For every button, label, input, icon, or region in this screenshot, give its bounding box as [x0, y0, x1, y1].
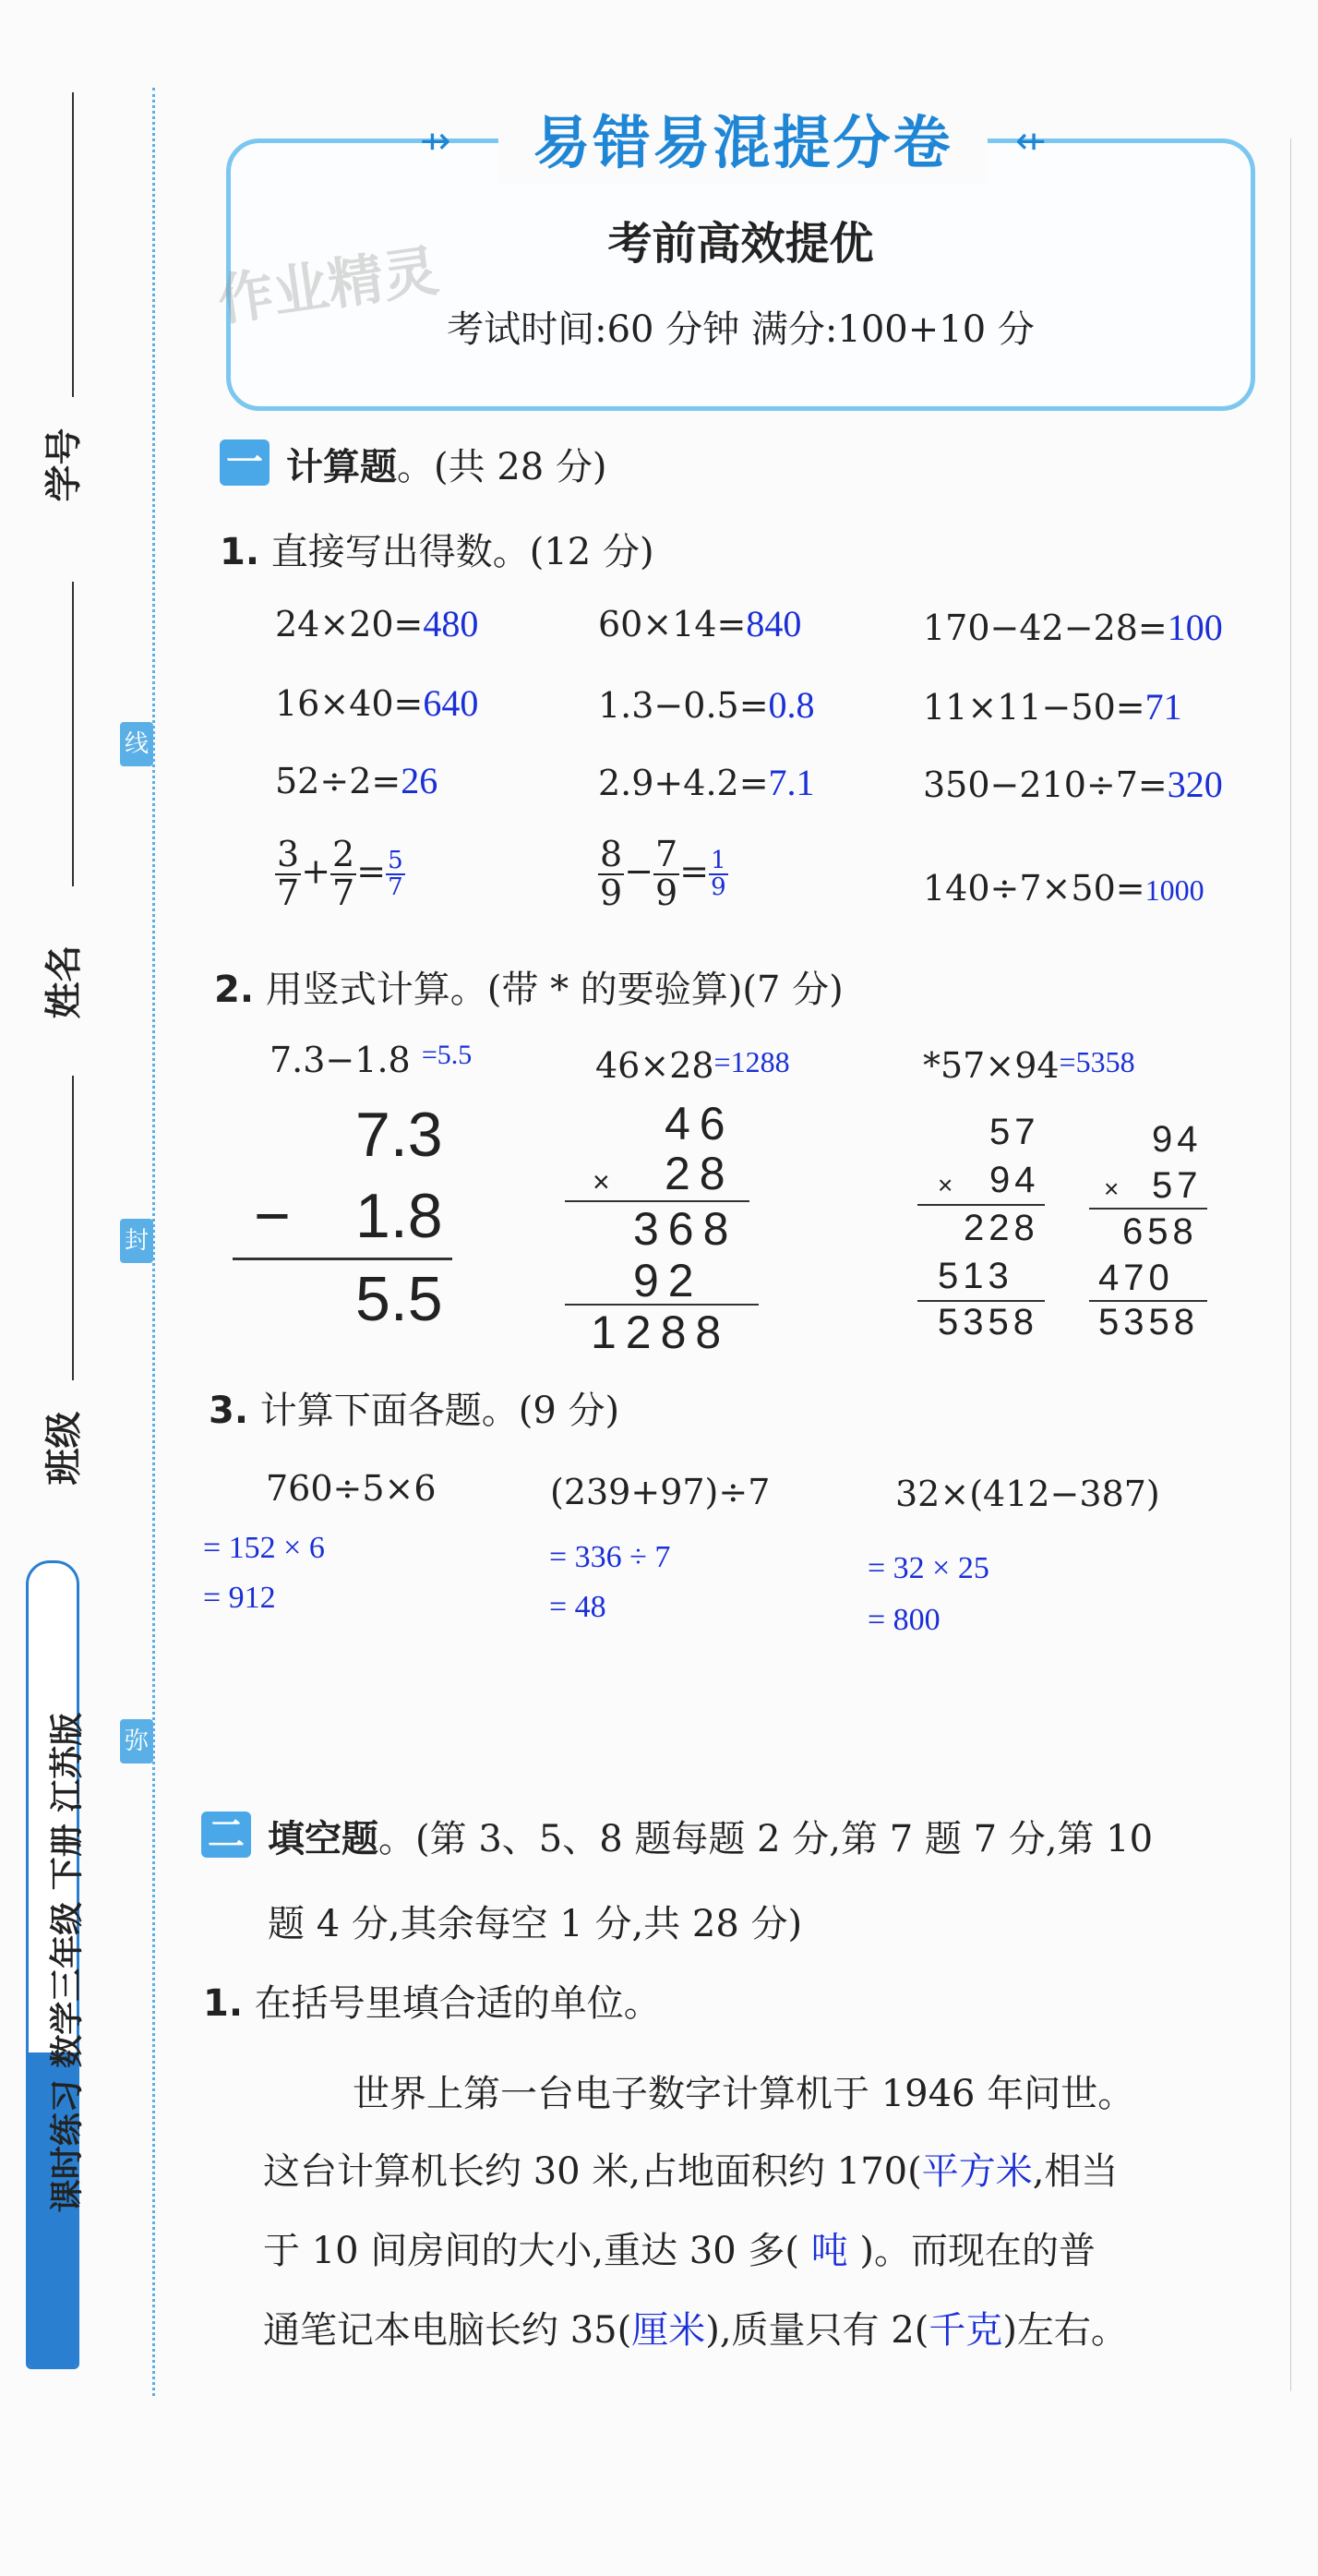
vcalc3a-op: × — [938, 1171, 953, 1199]
q3-item-step: = 336 ÷ 7 — [549, 1540, 671, 1574]
answer-blank: 平方米 — [921, 2150, 1033, 2193]
class-label: 班级 — [42, 1411, 86, 1486]
vcalc3b-bottom: 57 — [1152, 1165, 1203, 1206]
q1-item: 140÷7×50=1000 — [923, 868, 1204, 909]
q2-problem: 7.3−1.8 $^{=5.5}$ — [270, 1040, 473, 1080]
q2-problem: $46\times 28^{=1288}$ — [595, 1045, 790, 1086]
q3-item-step: = 912 — [203, 1581, 276, 1615]
right-arrow-ornament-icon: ⇷ — [1015, 120, 1047, 163]
answer-blank: 吨 — [810, 2230, 848, 2272]
vcalc3a-partial1: 228 — [964, 1208, 1039, 1248]
q3-item-expr: (239+97)÷7 — [550, 1472, 771, 1512]
q3-item-step: = 800 — [868, 1603, 941, 1637]
q2-heading — [214, 960, 844, 1013]
s2-q1-heading — [203, 1974, 661, 2027]
book-title: 课时练习 数学三年级 下册 江苏版 — [48, 1712, 87, 2213]
vcalc3a-top: 57 — [989, 1112, 1040, 1152]
vcalc2-top: 46 — [665, 1098, 735, 1150]
left-arrow-ornament-icon: ⇸ — [420, 120, 451, 163]
q2-label: 2. — [214, 969, 255, 1011]
section2-title: 填空题 — [268, 1818, 378, 1860]
vcalc2-partial1: 368 — [633, 1203, 738, 1255]
cut-tag-seal: 封 — [120, 1219, 153, 1263]
cut-tag-seal2: 弥 — [120, 1719, 153, 1763]
vcalc3b-op: × — [1104, 1174, 1120, 1203]
section1-number: 一 — [220, 439, 270, 486]
vcalc3a-result: 5358 — [938, 1302, 1038, 1342]
q1-fraction-item: $\frac{8}{9}$ − $\frac{7}{9}$ = $\frac{1}{9}$ — [600, 834, 726, 913]
cut-tag-line: 线 — [120, 722, 153, 766]
q1-item: 52÷2=26 — [275, 760, 438, 801]
vcalc2-op: × — [593, 1165, 610, 1198]
section2-points: 。(第 3、5、8 题每题 2 分,第 7 题 7 分,第 10 — [378, 1818, 1154, 1860]
student-id-line — [72, 92, 74, 397]
section1-heading — [286, 438, 607, 490]
q2-problem: $*57\times 94^{=5358}$ — [923, 1045, 1135, 1086]
page-edge — [1290, 138, 1291, 2391]
q1-fraction-item: $\frac{3}{7}$ + $\frac{2}{7}$ = $\frac{5}{7}$ — [277, 834, 403, 913]
vcalc1-result: 5.5 — [355, 1264, 443, 1334]
q3-heading — [209, 1381, 619, 1434]
answer-blank: 厘米 — [631, 2309, 706, 2352]
q1-item: 2.9+4.2=7.1 — [598, 762, 815, 803]
vcalc1-rule — [233, 1258, 452, 1260]
vcalc1-op: − — [254, 1181, 291, 1251]
q1-heading — [220, 523, 654, 575]
vcalc3b-top: 94 — [1152, 1119, 1203, 1160]
vcalc2-bottom: 28 — [665, 1148, 735, 1199]
class-line — [72, 1076, 74, 1380]
q3-text: 计算下面各题。(9 分) — [259, 1390, 620, 1432]
q1-item: 11×11−50=71 — [923, 686, 1182, 728]
vcalc1-bottom: 1.8 — [355, 1181, 443, 1251]
vcalc3a-bottom: 94 — [989, 1160, 1040, 1200]
q1-item: 16×40=640 — [275, 682, 479, 724]
name-label: 姓名 — [42, 945, 86, 1019]
exam-info: 考试时间:60 分钟 满分:100+10 分 — [447, 308, 1035, 351]
vcalc2-partial2: 92 — [633, 1255, 703, 1306]
s2-q1-label: 1. — [203, 1982, 244, 2025]
s2-q1-line2: 这台计算机长约 30 米,占地面积约 170(平方米,相当 — [263, 2150, 1119, 2193]
name-line — [72, 582, 74, 886]
vcalc2-result: 1288 — [591, 1306, 731, 1358]
q3-item-expr: 760÷5×6 — [266, 1468, 437, 1509]
s2-q1-line4: 通笔记本电脑长约 35(厘米),质量只有 2(千克)左右。 — [263, 2309, 1128, 2352]
q3-label: 3. — [209, 1390, 249, 1432]
q3-item-step: = 48 — [549, 1590, 606, 1624]
q1-item: 1.3−0.5=0.8 — [598, 684, 815, 726]
q1-label: 1. — [220, 531, 260, 573]
q3-item-step: = 32 × 25 — [868, 1551, 989, 1585]
section2-points-line2: 题 4 分,其余每空 1 分,共 28 分) — [268, 1903, 803, 1945]
section1-title: 计算题 — [286, 446, 397, 488]
vcalc3a-partial2: 513 — [938, 1256, 1013, 1296]
section2-heading — [268, 1810, 1153, 1862]
s2-q1-line3: 于 10 间房间的大小,重达 30 多( 吨 )。而现在的普 — [263, 2230, 1096, 2272]
q1-text: 直接写出得数。(12 分) — [270, 531, 654, 573]
vcalc3b-result: 5358 — [1098, 1302, 1199, 1342]
section1-points: 。(共 28 分) — [397, 446, 607, 488]
q2-text: 用竖式计算。(带 * 的要验算)(7 分) — [265, 969, 844, 1011]
q1-item: 24×20=480 — [275, 603, 479, 644]
answer-blank: 千克 — [929, 2309, 1003, 2352]
section2-number: 二 — [201, 1812, 251, 1858]
vcalc3b-partial1: 658 — [1122, 1211, 1198, 1252]
page-title: 易错易混提分卷 — [498, 102, 988, 185]
vcalc1-top: 7.3 — [355, 1100, 443, 1170]
q3-item-expr: 32×(412−387) — [895, 1474, 1160, 1514]
s2-q1-line1: 世界上第一台电子数字计算机于 1946 年问世。 — [353, 2073, 1135, 2115]
vcalc3b-partial2: 470 — [1098, 1258, 1174, 1298]
q1-item: 350−210÷7=320 — [923, 764, 1223, 805]
vcalc3a-rule — [917, 1204, 1045, 1206]
watermark: 作业精灵 — [213, 238, 443, 334]
q3-item-step: = 152 × 6 — [203, 1531, 325, 1565]
header-subtitle: 考前高效提优 — [607, 218, 874, 270]
s2-q1-text: 在括号里填合适的单位。 — [254, 1982, 661, 2025]
q1-item: 60×14=840 — [598, 603, 802, 644]
q1-item: 170−42−28=100 — [923, 607, 1223, 648]
student-id-label: 学号 — [42, 427, 86, 502]
vcalc3b-rule — [1089, 1208, 1207, 1210]
